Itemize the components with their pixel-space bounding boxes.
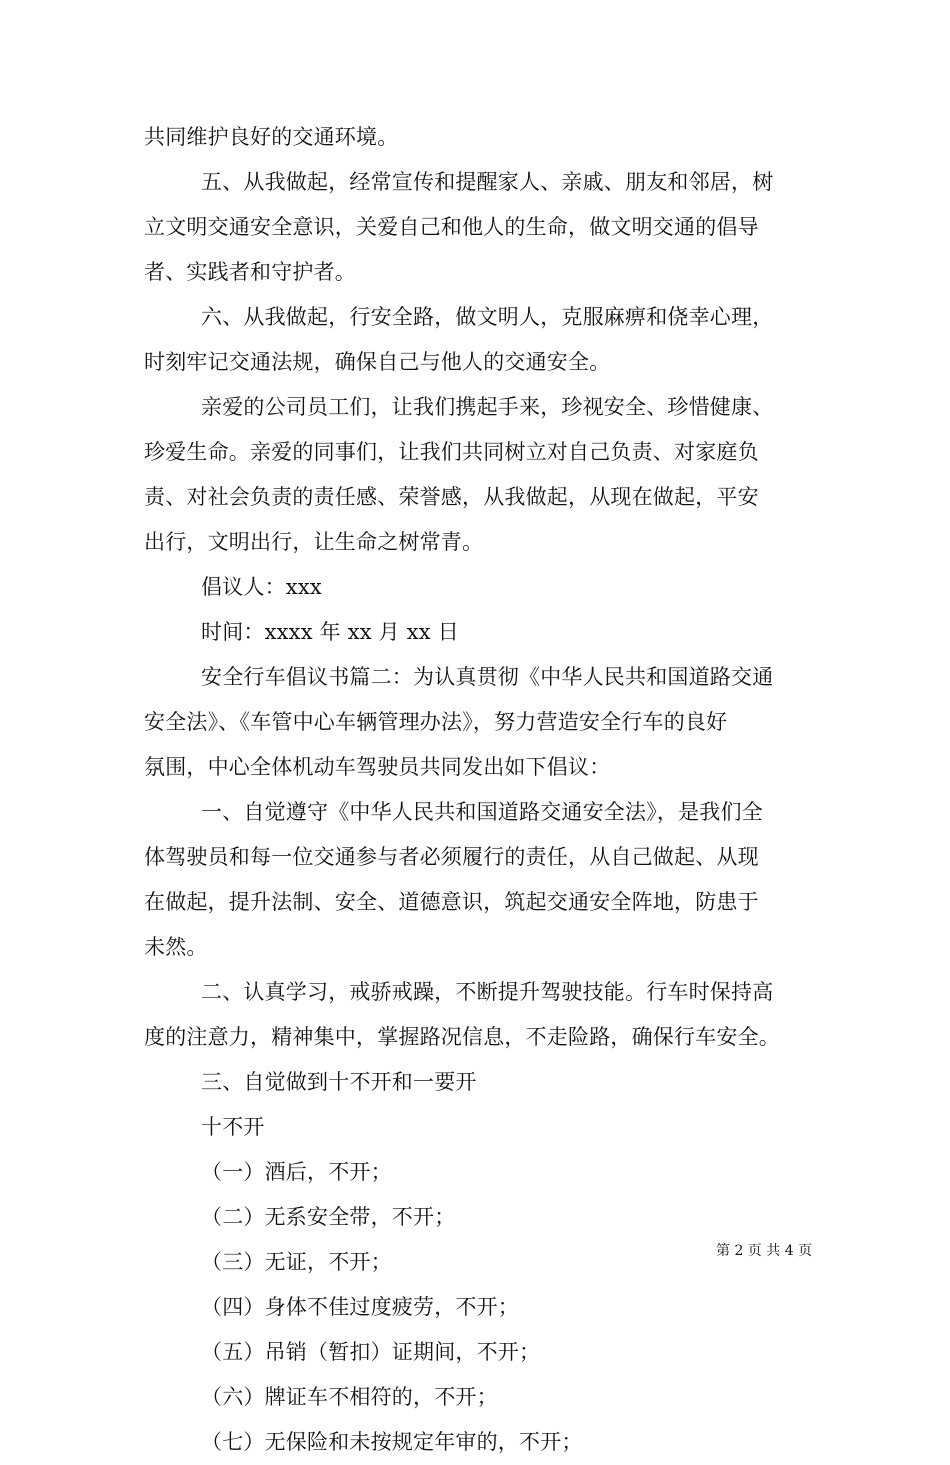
document-body <box>144 115 812 1465</box>
text-line: 一、自觉遵守《中华人民共和国道路交通安全法》，是我们全 <box>201 800 763 824</box>
text-line: 共同维护良好的交通环境。 <box>144 125 399 149</box>
date-line: 时间：xxxx 年 xx 月 xx 日 <box>201 620 459 644</box>
text-line: 珍爱生命。亲爱的同事们，让我们共同树立对自己负责、对家庭负 <box>144 440 759 464</box>
text-line: 立文明交通安全意识，关爱自己和他人的生命，做文明交通的倡导 <box>144 215 759 239</box>
list-item: （四）身体不佳过度疲劳，不开； <box>201 1295 519 1319</box>
text-line: 亲爱的公司员工们，让我们携起手来，珍视安全、珍惜健康、 <box>201 395 774 419</box>
list-item: （一）酒后，不开； <box>201 1160 392 1184</box>
page-number: 第 2 页 共 4 页 <box>716 1243 813 1259</box>
proposer-line: 倡议人：xxx <box>201 575 322 599</box>
list-item: （六）牌证车不相符的，不开； <box>201 1385 498 1409</box>
section-heading: 三、自觉做到十不开和一要开 <box>201 1070 477 1094</box>
text-line: 体驾驶员和每一位交通参与者必须履行的责任，从自己做起、从现 <box>144 845 759 869</box>
text-line: 安全行车倡议书篇二：为认真贯彻《中华人民共和国道路交通 <box>201 665 774 689</box>
text-line: 六、从我做起，行安全路，做文明人，克服麻痹和侥幸心理， <box>201 305 774 329</box>
text-line: 者、实践者和守护者。 <box>144 260 356 284</box>
text-line: 未然。 <box>144 935 208 959</box>
text-line: 安全法》、《车管中心车辆管理办法》，努力营造安全行车的良好 <box>144 710 728 734</box>
list-item: （二）无系安全带，不开； <box>201 1205 456 1229</box>
text-line: 度的注意力，精神集中，掌握路况信息，不走险路，确保行车安全。 <box>144 1025 780 1049</box>
text-line: 出行，文明出行，让生命之树常青。 <box>144 530 484 554</box>
text-line: 二、认真学习，戒骄戒躁，不断提升驾驶技能。行车时保持高 <box>201 980 774 1004</box>
list-heading: 十不开 <box>201 1115 265 1139</box>
text-line: 氛围，中心全体机动车驾驶员共同发出如下倡议： <box>144 755 611 779</box>
text-line: 在做起，提升法制、安全、道德意识，筑起交通安全阵地，防患于 <box>144 890 759 914</box>
list-item: （五）吊销（暂扣）证期间，不开； <box>201 1340 541 1364</box>
text-line: 责、对社会负责的责任感、荣誉感，从我做起，从现在做起，平安 <box>144 485 759 509</box>
list-item: （七）无保险和未按规定年审的，不开； <box>201 1430 583 1454</box>
text-line: 时刻牢记交通法规，确保自己与他人的交通安全。 <box>144 350 611 374</box>
list-item: （三）无证，不开； <box>201 1250 392 1274</box>
text-line: 五、从我做起，经常宣传和提醒家人、亲戚、朋友和邻居，树 <box>201 170 774 194</box>
